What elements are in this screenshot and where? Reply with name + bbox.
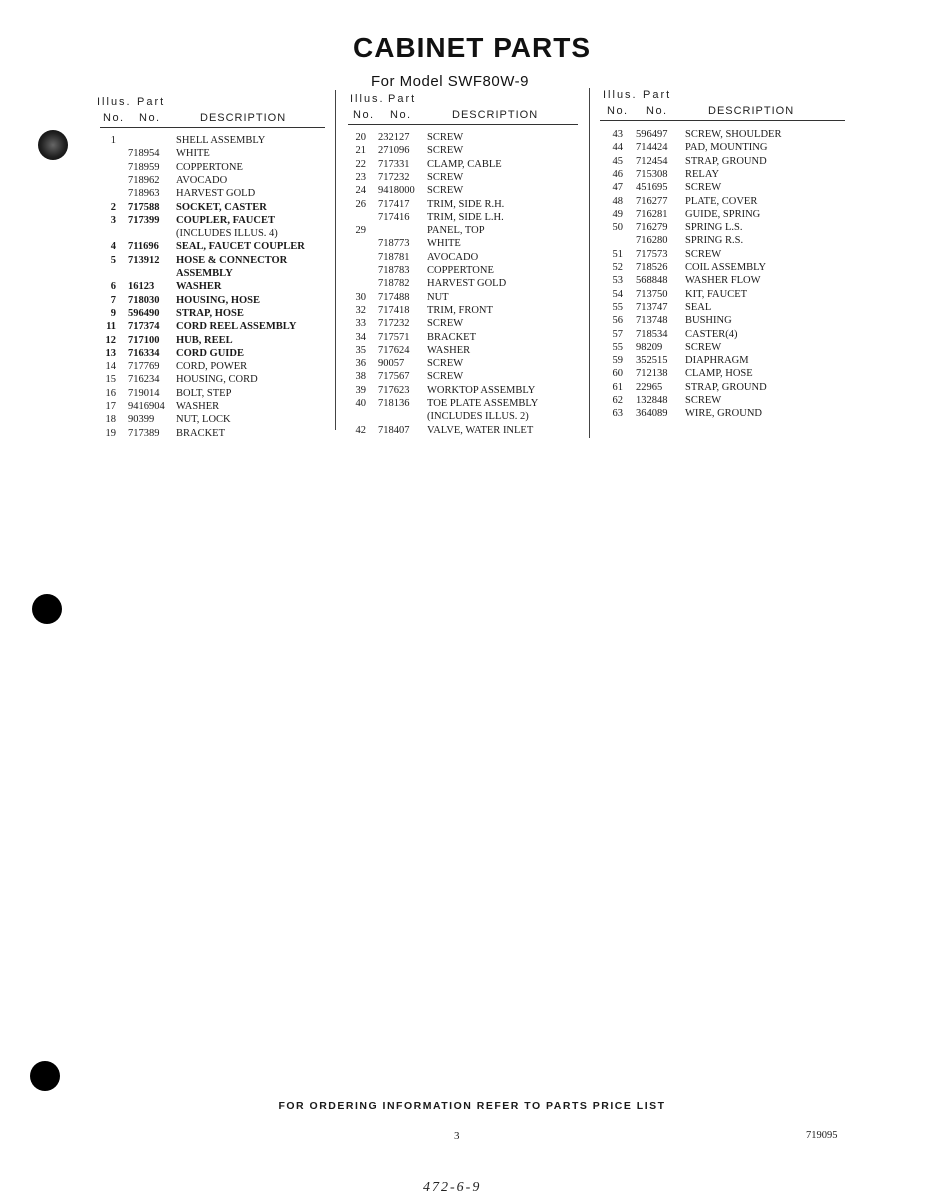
col2-header-no: No.: [353, 109, 375, 121]
part-number: 712454: [636, 155, 668, 167]
part-number: 716280: [636, 235, 668, 247]
illus-number: 18: [105, 414, 116, 426]
part-description: WASHER: [176, 281, 222, 293]
illus-number: 55: [612, 341, 623, 353]
part-description: WASHER: [427, 344, 471, 356]
part-description: COPPERTONE: [427, 265, 494, 276]
illus-number: 42: [355, 424, 366, 436]
part-description: CORD, POWER: [176, 361, 248, 373]
part-number: 717417: [378, 198, 410, 210]
illus-number: 2: [110, 201, 116, 213]
part-description: SCREW: [685, 182, 722, 194]
part-number: 132848: [636, 395, 668, 406]
illus-number: 5: [110, 254, 116, 266]
part-description: SPRING L.S.: [685, 222, 743, 234]
part-number: 715308: [636, 168, 668, 180]
illus-number: 45: [612, 155, 623, 167]
col1-header-no2: No.: [139, 112, 161, 124]
illus-number: 53: [612, 275, 623, 287]
part-description: HOUSING, CORD: [176, 374, 258, 386]
part-number: 717418: [378, 304, 410, 316]
part-description: SEAL: [685, 301, 712, 313]
part-description: CLAMP, HOSE: [685, 368, 753, 380]
part-number: 716234: [128, 374, 160, 386]
part-number: 718136: [378, 398, 410, 409]
part-description: BOLT, STEP: [176, 387, 232, 399]
part-number: 714424: [636, 142, 668, 154]
part-description: CORD REEL ASSEMBLY: [176, 321, 297, 333]
part-description: BUSHING: [685, 315, 732, 327]
illus-number: 1: [110, 135, 116, 146]
part-number: 90399: [128, 414, 155, 426]
col3-header-no2: No.: [646, 105, 668, 117]
illus-number: 11: [106, 321, 116, 333]
part-description: WASHER: [176, 401, 220, 412]
part-number: 718526: [636, 262, 668, 273]
illus-number: 24: [355, 185, 366, 197]
illus-number: 61: [612, 381, 623, 393]
illus-number: 43: [612, 129, 623, 140]
part-description: SCREW: [427, 358, 464, 370]
part-description: HUB, REEL: [176, 334, 233, 346]
part-description: ASSEMBLY: [176, 268, 233, 279]
part-description: SCREW: [685, 248, 722, 260]
illus-number: 44: [612, 142, 623, 154]
part-number: 717624: [378, 344, 410, 356]
part-description: SOCKET, CASTER: [176, 201, 267, 213]
part-description: SCREW: [427, 145, 464, 157]
part-description: STRAP, GROUND: [685, 381, 767, 393]
part-number: 718962: [128, 174, 160, 186]
col1-header-no: No.: [103, 112, 125, 124]
page-title: CABINET PARTS: [352, 32, 592, 63]
part-description: WIRE, GROUND: [685, 408, 762, 420]
illus-number: 3: [110, 214, 116, 226]
part-description: NUT, LOCK: [176, 414, 231, 426]
part-description: NUT: [427, 291, 449, 303]
part-number: 596497: [636, 129, 668, 140]
part-number: 718773: [378, 238, 410, 250]
part-description: WHITE: [176, 148, 210, 160]
column-divider-1: [335, 90, 336, 430]
part-number: 717232: [378, 318, 410, 330]
part-description: SCREW: [427, 132, 464, 143]
part-number: 717399: [128, 214, 160, 226]
part-number: 713750: [636, 288, 668, 300]
illus-number: 7: [110, 294, 116, 306]
part-description: SCREW: [427, 371, 464, 383]
part-description: PLATE, COVER: [685, 195, 758, 207]
illus-number: 40: [355, 398, 366, 409]
illus-number: 6: [110, 281, 116, 293]
part-description: TRIM, SIDE L.H.: [427, 211, 504, 223]
part-description: HARVEST GOLD: [427, 278, 507, 290]
part-description: TRIM, SIDE R.H.: [427, 198, 505, 210]
part-description: TRIM, FRONT: [427, 304, 493, 316]
part-description: (INCLUDES ILLUS. 2): [427, 411, 529, 423]
part-number: 718030: [128, 294, 160, 306]
illus-number: 62: [612, 395, 623, 406]
illus-number: 15: [105, 374, 116, 386]
part-number: 718963: [128, 188, 160, 200]
column-divider-2: [589, 88, 590, 438]
part-description: SHELL ASSEMBLY: [176, 135, 266, 146]
col2-header-no2: No.: [390, 109, 412, 121]
part-number: 716277: [636, 195, 668, 207]
illus-number: 36: [355, 358, 366, 370]
col3-header-part: Part: [643, 89, 672, 101]
col2-header-rule: [348, 124, 578, 125]
part-number: 9418000: [378, 185, 415, 197]
part-number: 717232: [378, 171, 410, 183]
ordering-footer: FOR ORDERING INFORMATION REFER TO PARTS PRICE LIST: [278, 1100, 666, 1112]
part-number: 718782: [378, 278, 410, 290]
illus-number: 54: [612, 288, 623, 300]
illus-number: 16: [105, 387, 116, 399]
part-number: 596490: [128, 307, 160, 319]
illus-number: 34: [355, 331, 366, 343]
col1-header-description: DESCRIPTION: [200, 112, 287, 124]
part-description: DIAPHRAGM: [685, 355, 749, 367]
part-description: VALVE, WATER INLET: [427, 424, 534, 436]
punch-hole-top: [38, 130, 68, 160]
illus-number: 14: [105, 361, 116, 373]
col1-header-illus: Illus.: [97, 96, 132, 108]
part-number: 98209: [636, 341, 663, 353]
illus-number: 38: [355, 371, 366, 383]
part-number: 716334: [128, 347, 160, 359]
illus-number: 33: [355, 318, 366, 330]
part-number: 232127: [378, 132, 410, 143]
illus-number: 57: [612, 328, 623, 340]
illus-number: 51: [612, 248, 623, 260]
part-number: 568848: [636, 275, 668, 287]
illus-number: 23: [355, 171, 366, 183]
part-description: HOUSING, HOSE: [176, 294, 261, 306]
illus-number: 35: [355, 344, 366, 356]
col3-header-description: DESCRIPTION: [708, 105, 795, 117]
part-number: 716279: [636, 222, 668, 234]
illus-number: 50: [612, 222, 623, 234]
illus-number: 55: [612, 301, 623, 313]
part-description: CLAMP, CABLE: [427, 158, 502, 170]
part-number: 717571: [378, 331, 410, 343]
part-number: 22965: [636, 381, 663, 393]
part-description: SCREW: [685, 341, 722, 353]
part-number: 711696: [128, 241, 159, 253]
document-number: 719095: [806, 1130, 838, 1141]
part-number: 718959: [128, 161, 160, 173]
model-subtitle: For Model SWF80W-9: [371, 73, 529, 90]
part-description: AVOCADO: [176, 174, 228, 186]
part-description: COPPERTONE: [176, 161, 243, 173]
col3-header-rule: [600, 120, 845, 121]
part-number: 9416904: [128, 401, 165, 412]
col3-header-no: No.: [607, 105, 629, 117]
part-description: HOSE & CONNECTOR: [176, 254, 288, 266]
part-description: STRAP, HOSE: [176, 307, 244, 319]
illus-number: 13: [105, 347, 116, 359]
part-description: STRAP, GROUND: [685, 155, 767, 167]
part-number: 717769: [128, 361, 160, 373]
part-description: KIT, FAUCET: [685, 288, 748, 300]
illus-number: 52: [612, 262, 623, 273]
illus-number: 32: [355, 304, 366, 316]
illus-number: 12: [105, 334, 116, 346]
col3-header-illus: Illus.: [603, 89, 638, 101]
illus-number: 30: [355, 291, 366, 303]
punch-hole-middle: [32, 594, 62, 624]
illus-number: 26: [355, 198, 366, 210]
part-description: SEAL, FAUCET COUPLER: [176, 241, 305, 253]
part-description: WHITE: [427, 238, 461, 250]
part-number: 717588: [128, 201, 160, 213]
part-number: 717567: [378, 371, 410, 383]
part-number: 718783: [378, 265, 410, 276]
part-number: 717623: [378, 384, 410, 396]
part-number: 713747: [636, 301, 668, 313]
illus-number: 56: [612, 315, 623, 327]
part-description: SCREW: [427, 185, 464, 197]
col2-header-part: Part: [388, 93, 417, 105]
part-number: 713912: [128, 254, 160, 266]
part-description: BRACKET: [176, 427, 226, 439]
part-number: 364089: [636, 408, 668, 420]
part-description: AVOCADO: [427, 251, 479, 263]
part-number: 718407: [378, 424, 410, 436]
part-description: BRACKET: [427, 331, 477, 343]
illus-number: 60: [612, 368, 623, 380]
part-description: COUPLER, FAUCET: [176, 214, 275, 226]
part-number: 90057: [378, 358, 405, 370]
part-number: 717416: [378, 211, 410, 223]
part-number: 718954: [128, 148, 160, 160]
col2-header-illus: Illus.: [350, 93, 385, 105]
punch-hole-bottom: [30, 1061, 60, 1091]
part-description: CASTER(4): [685, 328, 738, 340]
part-description: RELAY: [685, 168, 720, 180]
part-description: SCREW: [427, 171, 464, 183]
part-number: 713748: [636, 315, 668, 327]
part-number: 271096: [378, 145, 410, 157]
part-description: PANEL, TOP: [427, 225, 485, 237]
part-description: CORD GUIDE: [176, 347, 244, 359]
illus-number: 48: [612, 195, 623, 207]
part-description: HARVEST GOLD: [176, 188, 256, 200]
illus-number: 59: [612, 355, 623, 367]
part-description: TOE PLATE ASSEMBLY: [427, 398, 539, 409]
illus-number: 46: [612, 168, 623, 180]
illus-number: 39: [355, 384, 366, 396]
part-description: (INCLUDES ILLUS. 4): [176, 228, 278, 240]
part-number: 451695: [636, 182, 668, 194]
part-number: 16123: [128, 281, 155, 293]
illus-number: 49: [612, 208, 623, 220]
part-number: 718534: [636, 328, 668, 340]
part-number: 717573: [636, 248, 668, 260]
part-number: 718781: [378, 251, 410, 263]
illus-number: 17: [105, 401, 116, 412]
part-number: 716281: [636, 208, 668, 220]
part-number: 717331: [378, 158, 410, 170]
illus-number: 47: [612, 182, 623, 194]
illus-number: 20: [355, 132, 366, 143]
col2-header-description: DESCRIPTION: [452, 109, 539, 121]
col1-header-rule: [100, 127, 325, 128]
illus-number: 21: [355, 145, 366, 157]
illus-number: 19: [105, 427, 116, 439]
part-number: 717374: [128, 321, 160, 333]
part-description: SCREW: [427, 318, 464, 330]
part-description: SCREW: [685, 395, 722, 406]
part-description: PAD, MOUNTING: [685, 142, 768, 154]
part-number: 717100: [128, 334, 160, 346]
part-number: 719014: [128, 387, 160, 399]
illus-number: 22: [355, 158, 366, 170]
part-number: 352515: [636, 355, 668, 367]
part-description: WORKTOP ASSEMBLY: [427, 384, 536, 396]
part-description: SPRING R.S.: [685, 235, 744, 247]
part-description: WASHER FLOW: [685, 275, 761, 287]
illus-number: 63: [612, 408, 623, 420]
col1-header-part: Part: [137, 96, 166, 108]
part-description: COIL ASSEMBLY: [685, 262, 767, 273]
part-number: 717488: [378, 291, 410, 303]
part-description: GUIDE, SPRING: [685, 208, 761, 220]
illus-number: 9: [110, 307, 116, 319]
part-number: 712138: [636, 368, 668, 380]
illus-number: 4: [110, 241, 116, 253]
part-number: 717389: [128, 427, 160, 439]
part-description: SCREW, SHOULDER: [685, 129, 782, 140]
illus-number: 29: [355, 225, 366, 237]
handwritten-note: 472-6-9: [423, 1180, 482, 1195]
page-number: 3: [454, 1130, 460, 1142]
